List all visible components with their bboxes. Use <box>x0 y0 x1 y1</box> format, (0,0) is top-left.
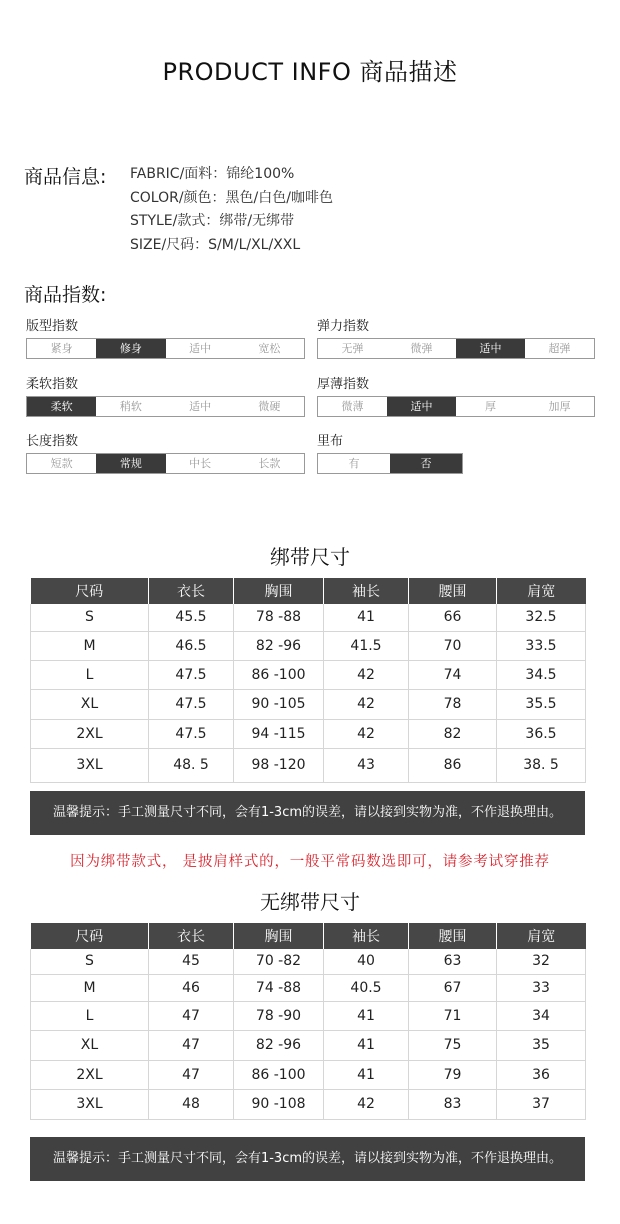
table-cell: 47 <box>149 1001 234 1030</box>
index-option: 宽松 <box>258 342 281 355</box>
table-cell: 42 <box>324 719 409 748</box>
table-cell: S <box>31 604 149 631</box>
index-name: 厚薄指数 <box>317 377 370 392</box>
recommend-text: 因为绑带款式， 是披肩样式的，一般平常码数选即可，请参考试穿推荐 <box>70 854 550 870</box>
column-header: 腰围 <box>409 578 497 604</box>
table-cell: 90 -105 <box>234 689 324 719</box>
table-cell: 78 -90 <box>234 1001 324 1030</box>
table-cell: L <box>31 1001 149 1030</box>
table-cell: 86 -100 <box>234 1060 324 1089</box>
table-cell: 78 -88 <box>234 604 324 631</box>
table-cell: XL <box>31 689 149 719</box>
table-header-row <box>31 578 586 604</box>
table-cell: 47 <box>149 1060 234 1089</box>
table-row <box>31 1030 586 1060</box>
table-cell: 43 <box>324 748 409 782</box>
table-cell: 36 <box>497 1060 586 1089</box>
info-fabric: FABRIC/面料：锦纶100% <box>130 166 295 182</box>
table-cell: 32.5 <box>497 604 586 631</box>
index-name: 里布 <box>317 434 344 449</box>
nostrap-size-table <box>30 923 586 1120</box>
table-cell: 41 <box>324 1060 409 1089</box>
table-row <box>31 1060 586 1089</box>
table-cell: 90 -108 <box>234 1089 324 1119</box>
table-cell: 34 <box>497 1001 586 1030</box>
info-style: STYLE/款式：绑带/无绑带 <box>130 213 295 229</box>
table-cell: 40.5 <box>324 974 409 1001</box>
table-row <box>31 719 586 748</box>
index-heading: 商品指数: <box>24 284 107 306</box>
index-group <box>317 433 463 474</box>
index-option: 超弹 <box>548 342 571 355</box>
table-cell: 2XL <box>31 1060 149 1089</box>
index-option: 有 <box>348 457 360 470</box>
table-cell: 83 <box>409 1089 497 1119</box>
column-header: 袖长 <box>324 578 409 604</box>
index-option-selected: 适中 <box>387 397 456 416</box>
strap-size-title: 绑带尺寸 <box>270 545 350 569</box>
table-cell: 46 <box>149 974 234 1001</box>
product-info-lines <box>130 163 333 257</box>
table-cell: 33.5 <box>497 631 586 660</box>
index-option: 稍软 <box>119 400 142 413</box>
index-scale <box>317 453 463 474</box>
table-row <box>31 949 586 974</box>
table-cell: 63 <box>409 949 497 974</box>
table-cell: 86 <box>409 748 497 782</box>
index-option: 加厚 <box>548 400 571 413</box>
column-header: 腰围 <box>409 923 497 949</box>
index-option-selected: 柔软 <box>27 397 96 416</box>
index-option-selected: 适中 <box>456 339 525 358</box>
table-cell: 94 -115 <box>234 719 324 748</box>
column-header: 胸围 <box>234 923 324 949</box>
column-header: 肩宽 <box>497 578 586 604</box>
table-cell: 32 <box>497 949 586 974</box>
index-option: 中长 <box>189 457 212 470</box>
notice-banner-nostrap: 温馨提示：手工测量尺寸不同，会有1-3cm的误差，请以接到实物为准，不作退换理由。 <box>30 1137 585 1181</box>
column-header: 衣长 <box>149 923 234 949</box>
table-cell: 36.5 <box>497 719 586 748</box>
table-row <box>31 689 586 719</box>
table-cell: 86 -100 <box>234 660 324 689</box>
table-cell: M <box>31 974 149 1001</box>
table-cell: 79 <box>409 1060 497 1089</box>
index-scale <box>317 338 595 359</box>
index-option: 适中 <box>189 400 212 413</box>
table-cell: 74 <box>409 660 497 689</box>
index-option: 短款 <box>50 457 73 470</box>
table-cell: 42 <box>324 1089 409 1119</box>
table-cell: 42 <box>324 689 409 719</box>
index-name: 长度指数 <box>26 434 79 449</box>
index-option: 微硬 <box>258 400 281 413</box>
index-option: 无弹 <box>341 342 364 355</box>
table-cell: XL <box>31 1030 149 1060</box>
table-cell: 45.5 <box>149 604 234 631</box>
table-cell: 67 <box>409 974 497 1001</box>
table-cell: 66 <box>409 604 497 631</box>
table-cell: 42 <box>324 660 409 689</box>
table-row <box>31 660 586 689</box>
table-row <box>31 604 586 631</box>
table-cell: 47.5 <box>149 689 234 719</box>
table-cell: 35.5 <box>497 689 586 719</box>
table-cell: 78 <box>409 689 497 719</box>
table-cell: 82 -96 <box>234 631 324 660</box>
nostrap-size-title: 无绑带尺寸 <box>260 890 360 914</box>
info-color: COLOR/颜色：黑色/白色/咖啡色 <box>130 189 333 206</box>
index-scale <box>26 396 305 417</box>
table-cell: 3XL <box>31 1089 149 1119</box>
index-name: 柔软指数 <box>26 377 79 392</box>
table-cell: 41.5 <box>324 631 409 660</box>
info-size: SIZE/尺码：S/M/L/XL/XXL <box>130 236 301 253</box>
index-group <box>26 433 305 474</box>
column-header: 袖长 <box>324 923 409 949</box>
index-option: 紧身 <box>50 342 73 355</box>
column-header: 胸围 <box>234 578 324 604</box>
product-info-label: 商品信息: <box>24 166 107 188</box>
table-cell: S <box>31 949 149 974</box>
table-cell: 82 <box>409 719 497 748</box>
table-cell: 35 <box>497 1030 586 1060</box>
table-cell: 2XL <box>31 719 149 748</box>
table-cell: 47 <box>149 1030 234 1060</box>
table-cell: 47.5 <box>149 719 234 748</box>
table-cell: 34.5 <box>497 660 586 689</box>
table-cell: 40 <box>324 949 409 974</box>
table-cell: 37 <box>497 1089 586 1119</box>
index-option: 微薄 <box>341 400 364 413</box>
index-group <box>26 376 305 417</box>
table-cell: 75 <box>409 1030 497 1060</box>
column-header: 肩宽 <box>497 923 586 949</box>
index-scale <box>26 338 305 359</box>
table-cell: 41 <box>324 1001 409 1030</box>
index-name: 弹力指数 <box>317 319 370 334</box>
index-group <box>317 318 595 359</box>
table-cell: 74 -88 <box>234 974 324 1001</box>
index-option: 厚 <box>485 400 496 413</box>
column-header: 尺码 <box>31 578 149 604</box>
notice-banner-strap: 温馨提示：手工测量尺寸不同，会有1-3cm的误差，请以接到实物为准，不作退换理由。 <box>30 791 585 835</box>
table-cell: 48. 5 <box>149 748 234 782</box>
table-cell: 70 -82 <box>234 949 324 974</box>
index-group <box>26 318 305 359</box>
table-row <box>31 974 586 1001</box>
index-option: 适中 <box>189 342 212 355</box>
index-option-selected: 修身 <box>96 339 165 358</box>
strap-size-table <box>30 578 586 783</box>
index-scale <box>26 453 305 474</box>
table-cell: M <box>31 631 149 660</box>
index-option-selected: 常规 <box>96 454 165 473</box>
table-cell: 3XL <box>31 748 149 782</box>
column-header: 衣长 <box>149 578 234 604</box>
table-cell: 82 -96 <box>234 1030 324 1060</box>
table-cell: 47.5 <box>149 660 234 689</box>
page-title: PRODUCT INFO 商品描述 <box>162 58 458 86</box>
table-row <box>31 1089 586 1119</box>
index-option: 微弹 <box>410 342 433 355</box>
table-row <box>31 631 586 660</box>
index-option: 长款 <box>258 457 281 470</box>
index-group <box>317 376 595 417</box>
index-option-selected: 否 <box>390 454 462 473</box>
table-row <box>31 1001 586 1030</box>
table-header-row <box>31 923 586 949</box>
table-cell: 33 <box>497 974 586 1001</box>
column-header: 尺码 <box>31 923 149 949</box>
table-cell: 48 <box>149 1089 234 1119</box>
table-cell: 98 -120 <box>234 748 324 782</box>
index-scale <box>317 396 595 417</box>
table-cell: 70 <box>409 631 497 660</box>
table-row <box>31 748 586 782</box>
table-cell: 38. 5 <box>497 748 586 782</box>
table-cell: 46.5 <box>149 631 234 660</box>
table-cell: 41 <box>324 1030 409 1060</box>
index-name: 版型指数 <box>26 319 79 334</box>
table-cell: 45 <box>149 949 234 974</box>
table-cell: 71 <box>409 1001 497 1030</box>
table-cell: L <box>31 660 149 689</box>
table-cell: 41 <box>324 604 409 631</box>
